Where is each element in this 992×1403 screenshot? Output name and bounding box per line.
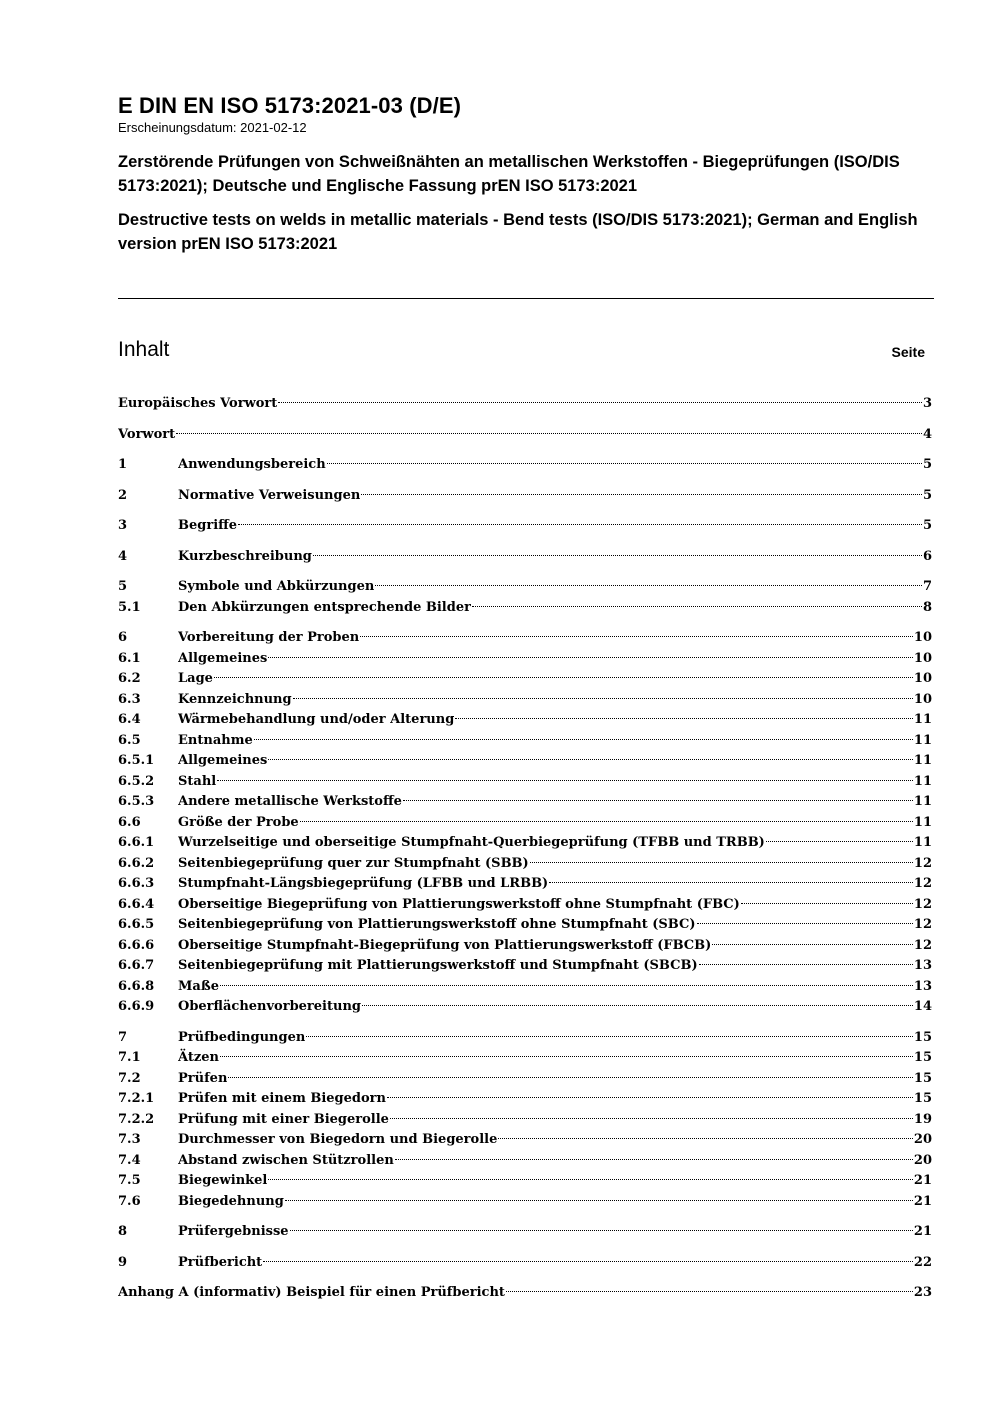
toc-entry-number: 7.3 [118,1132,141,1147]
toc-entry-title: Normative Verweisungen [178,487,361,503]
table-of-contents [118,394,932,1304]
toc-entry-page: 10 [913,650,932,666]
toc-entry-title: Prüfung mit einer Biegerolle [178,1111,389,1127]
toc-entry-page: 20 [913,1132,932,1147]
toc-dot-leader [403,800,913,801]
toc-entry-page: 21 [913,1193,932,1209]
toc-entry-page: 13 [913,978,932,994]
toc-entry[interactable] [118,1089,932,1110]
toc-entry[interactable] [118,895,932,916]
toc-dot-leader [217,780,913,781]
toc-entry-page: 6 [922,548,932,564]
toc-dot-leader [387,1097,913,1098]
toc-dot-leader [697,923,913,924]
toc-entry-title: Kennzeichnung [178,691,292,707]
toc-entry-page: 10 [913,671,932,686]
toc-entry-page: 5 [922,457,932,472]
toc-entry-title: Den Abkürzungen entsprechende Bilder [178,599,471,615]
toc-entry-page: 4 [922,426,932,442]
toc-entry-page: 12 [913,896,932,912]
toc-entry-page: 11 [913,794,932,809]
toc-entry[interactable] [118,394,932,415]
toc-dot-leader [293,698,913,699]
toc-entry-number: 6.6.3 [118,876,155,891]
toc-entry-number: 2 [118,487,128,503]
toc-dot-leader [238,524,922,525]
toc-heading: Inhalt [118,338,170,361]
toc-entry[interactable] [118,854,932,875]
german-title: Zerstörende Prüfungen von Schweißnähten an metallischen Werkstoffen - Biegeprüfungen (ISO/DIS 5173:2021); Deutsche und Englische Fassung prEN ISO 5173:2021 [118,153,900,195]
toc-entry[interactable] [118,516,932,537]
toc-dot-leader [278,402,922,403]
toc-entry-title: Prüfbericht [178,1254,263,1270]
toc-entry[interactable] [118,455,932,476]
toc-entry-title: Maße [178,978,219,994]
toc-entry-title: Symbole und Abkürzungen [178,579,375,594]
toc-entry[interactable] [118,977,932,998]
toc-entry-number: 6.2 [118,671,141,686]
toc-entry-number: 6.6.6 [118,937,155,953]
toc-entry[interactable] [118,598,932,619]
toc-entry[interactable] [118,628,932,649]
toc-dot-leader [362,1005,913,1006]
toc-entry-number: 6 [118,630,128,645]
toc-entry[interactable] [118,1253,932,1274]
toc-entry-title: Seitenbiegeprüfung von Plattierungswerkstoff ohne Stumpfnaht (SBC) [178,917,696,932]
toc-dot-leader [498,1138,913,1139]
toc-dot-leader [263,1261,913,1262]
toc-entry-title: Prüfbedingungen [178,1029,306,1045]
toc-dot-leader [268,1179,913,1180]
toc-entry[interactable] [118,997,932,1018]
toc-entry-title: Allgemeines [178,753,268,768]
toc-entry-page: 12 [913,876,932,891]
toc-entry-number: 7.2 [118,1070,141,1086]
toc-entry[interactable] [118,1171,932,1192]
toc-entry-title: Oberseitige Biegeprüfung von Plattierungswerkstoff ohne Stumpfnaht (FBC) [178,896,740,912]
toc-entry[interactable] [118,915,932,936]
toc-entry-page: 7 [922,579,932,594]
toc-entry-number: 7.6 [118,1193,141,1209]
toc-entry[interactable] [118,813,932,834]
toc-entry-number: 6.6.2 [118,855,155,871]
toc-dot-leader [455,718,913,719]
toc-entry[interactable] [118,547,932,568]
toc-entry-number: 7.2.1 [118,1091,155,1106]
toc-entry-number: 6.6 [118,814,141,830]
toc-entry[interactable] [118,577,932,598]
toc-entry-title: Entnahme [178,732,253,748]
toc-dot-leader [699,964,913,965]
toc-entry-page: 13 [913,958,932,973]
toc-entry[interactable] [118,1028,932,1049]
toc-entry-page: 11 [913,732,932,748]
toc-entry-title: Prüfen [178,1070,228,1086]
document-id: E DIN EN ISO 5173:2021-03 (D/E) [118,93,462,118]
toc-entry-title: Anwendungsbereich [178,457,326,472]
toc-entry-page: 10 [913,691,932,707]
toc-entry-title: Biegedehnung [178,1193,284,1209]
toc-dot-leader [176,433,922,434]
toc-entry-page: 12 [913,917,932,932]
toc-entry[interactable] [118,833,932,854]
toc-entry-number: 6.1 [118,650,141,666]
toc-dot-leader [300,821,913,822]
toc-entry-title: Stumpfnaht-Längsbiegeprüfung (LFBB und LRBB) [178,876,549,891]
toc-dot-leader [390,1118,913,1119]
toc-entry-page: 5 [922,487,932,503]
toc-dot-leader [360,636,913,637]
toc-entry-title: Allgemeines [178,650,268,666]
toc-entry-page: 20 [913,1152,932,1168]
toc-entry-page: 23 [913,1285,932,1300]
toc-entry-page: 19 [913,1111,932,1127]
toc-entry-title: Größe der Probe [178,814,299,830]
toc-entry-page: 5 [922,518,932,533]
toc-entry-title: Oberseitige Stumpfnaht-Biegeprüfung von Plattierungswerkstoff (FBCB) [178,937,712,953]
toc-dot-leader [741,903,913,904]
toc-entry-number: 5.1 [118,599,141,615]
toc-entry-page: 15 [913,1029,932,1045]
toc-entry-page: 15 [913,1070,932,1086]
toc-dot-leader [254,739,913,740]
toc-entry-number: 6.6.4 [118,896,155,912]
toc-entry-number: 4 [118,548,128,564]
toc-entry-title: Ätzen [178,1050,219,1065]
toc-entry[interactable] [118,425,932,446]
toc-entry-title: Durchmesser von Biegedorn und Biegerolle [178,1132,498,1147]
toc-entry[interactable] [118,649,932,670]
toc-entry-title: Kurzbeschreibung [178,548,312,564]
document-header [118,92,934,256]
toc-dot-leader [220,1056,913,1057]
toc-entry-title: Anhang A (informativ) Beispiel für einen Prüfbericht [118,1285,505,1300]
toc-entry-title: Oberflächenvorbereitung [178,999,361,1014]
toc-entry-number: 6.6.8 [118,978,155,994]
toc-entry[interactable] [118,936,932,957]
toc-entry-title: Prüfen mit einem Biegedorn [178,1091,386,1106]
toc-entry[interactable] [118,1151,932,1172]
toc-entry-number: 6.3 [118,691,141,707]
toc-entry-number: 9 [118,1254,128,1270]
toc-entry-title: Lage [178,671,213,686]
toc-entry-title: Wurzelseitige und oberseitige Stumpfnaht-Querbiegeprüfung (TFBB und TRBB) [178,835,765,850]
toc-entry[interactable] [118,1222,932,1243]
toc-entry-page: 10 [913,630,932,645]
toc-dot-leader [766,841,913,842]
toc-dot-leader [530,862,913,863]
toc-entry-number: 5 [118,579,128,594]
toc-dot-leader [214,677,913,678]
toc-dot-leader [290,1230,913,1231]
toc-entry-title: Abstand zwischen Stützrollen [178,1152,394,1168]
toc-entry-number: 6.6.7 [118,958,155,973]
toc-dot-leader [220,985,913,986]
toc-entry-number: 7.5 [118,1173,141,1188]
toc-entry[interactable] [118,1130,932,1151]
toc-dot-leader [268,657,913,658]
toc-entry-title: Begriffe [178,518,238,533]
toc-entry-page: 3 [922,396,932,411]
toc-entry-page: 14 [913,999,932,1014]
toc-entry-page: 15 [913,1091,932,1106]
toc-entry-page: 11 [913,814,932,830]
toc-entry[interactable] [118,1110,932,1131]
toc-dot-leader [472,606,922,607]
toc-dot-leader [549,882,913,883]
toc-entry[interactable] [118,792,932,813]
header-divider [118,298,934,299]
toc-entry-number: 7 [118,1029,128,1045]
toc-entry-page: 21 [913,1173,932,1188]
toc-entry[interactable] [118,1069,932,1090]
toc-dot-leader [313,555,922,556]
toc-entry-page: 22 [913,1254,932,1270]
toc-dot-leader [375,585,922,586]
toc-entry-page: 8 [922,599,932,615]
toc-page-column-heading: Seite [891,344,925,360]
toc-dot-leader [306,1036,913,1037]
toc-entry[interactable] [118,874,932,895]
toc-entry-page: 11 [913,753,932,768]
english-title: Destructive tests on welds in metallic materials - Bend tests (ISO/DIS 5173:2021); German and English version prEN ISO 5173:2021 [118,211,918,253]
toc-dot-leader [361,494,922,495]
toc-entry-page: 15 [913,1050,932,1065]
toc-entry-title: Andere metallische Werkstoffe [178,794,402,809]
toc-entry-number: 6.6.1 [118,835,155,850]
toc-entry-title: Europäisches Vorwort [118,396,278,411]
toc-entry-title: Seitenbiegeprüfung quer zur Stumpfnaht (SBB) [178,855,529,871]
toc-entry-title: Wärmebehandlung und/oder Alterung [178,712,455,727]
toc-entry-number: 6.4 [118,712,141,727]
toc-entry[interactable] [118,710,932,731]
toc-entry-title: Seitenbiegeprüfung mit Plattierungswerkstoff und Stumpfnaht (SBCB) [178,958,698,973]
toc-entry-page: 11 [913,835,932,850]
toc-entry-page: 21 [913,1224,932,1239]
toc-entry-page: 12 [913,855,932,871]
toc-entry-number: 6.5.3 [118,794,155,809]
toc-dot-leader [712,944,913,945]
toc-entry-number: 6.6.5 [118,917,155,932]
toc-entry[interactable] [118,669,932,690]
toc-entry[interactable] [118,690,932,711]
toc-entry-page: 11 [913,712,932,727]
toc-entry-number: 8 [118,1224,128,1239]
publication-date: Erscheinungsdatum: 2021-02-12 [118,120,307,135]
toc-entry[interactable] [118,772,932,793]
toc-entry-number: 7.4 [118,1152,141,1168]
toc-entry-title: Vorbereitung der Proben [178,630,360,645]
toc-entry-number: 6.5.1 [118,753,155,768]
toc-entry[interactable] [118,1192,932,1213]
toc-dot-leader [228,1077,913,1078]
toc-entry[interactable] [118,956,932,977]
toc-entry-number: 7.2.2 [118,1111,155,1127]
toc-entry[interactable] [118,751,932,772]
toc-entry-title: Stahl [178,773,217,789]
toc-entry[interactable] [118,1048,932,1069]
toc-entry[interactable] [118,1283,932,1304]
toc-entry-number: 6.6.9 [118,999,155,1014]
toc-entry-title: Biegewinkel [178,1173,268,1188]
toc-entry-page: 12 [913,937,932,953]
toc-dot-leader [506,1291,913,1292]
toc-entry-title: Prüfergebnisse [178,1224,289,1239]
toc-dot-leader [395,1159,913,1160]
toc-entry-page: 11 [913,773,932,789]
toc-dot-leader [285,1200,913,1201]
toc-entry[interactable] [118,731,932,752]
toc-entry-number: 6.5 [118,732,141,748]
toc-entry[interactable] [118,486,932,507]
toc-entry-number: 3 [118,518,128,533]
toc-entry-number: 1 [118,457,128,472]
toc-entry-title: Vorwort [118,426,176,442]
toc-dot-leader [327,463,922,464]
toc-dot-leader [268,759,913,760]
toc-entry-number: 6.5.2 [118,773,155,789]
toc-entry-number: 7.1 [118,1050,141,1065]
